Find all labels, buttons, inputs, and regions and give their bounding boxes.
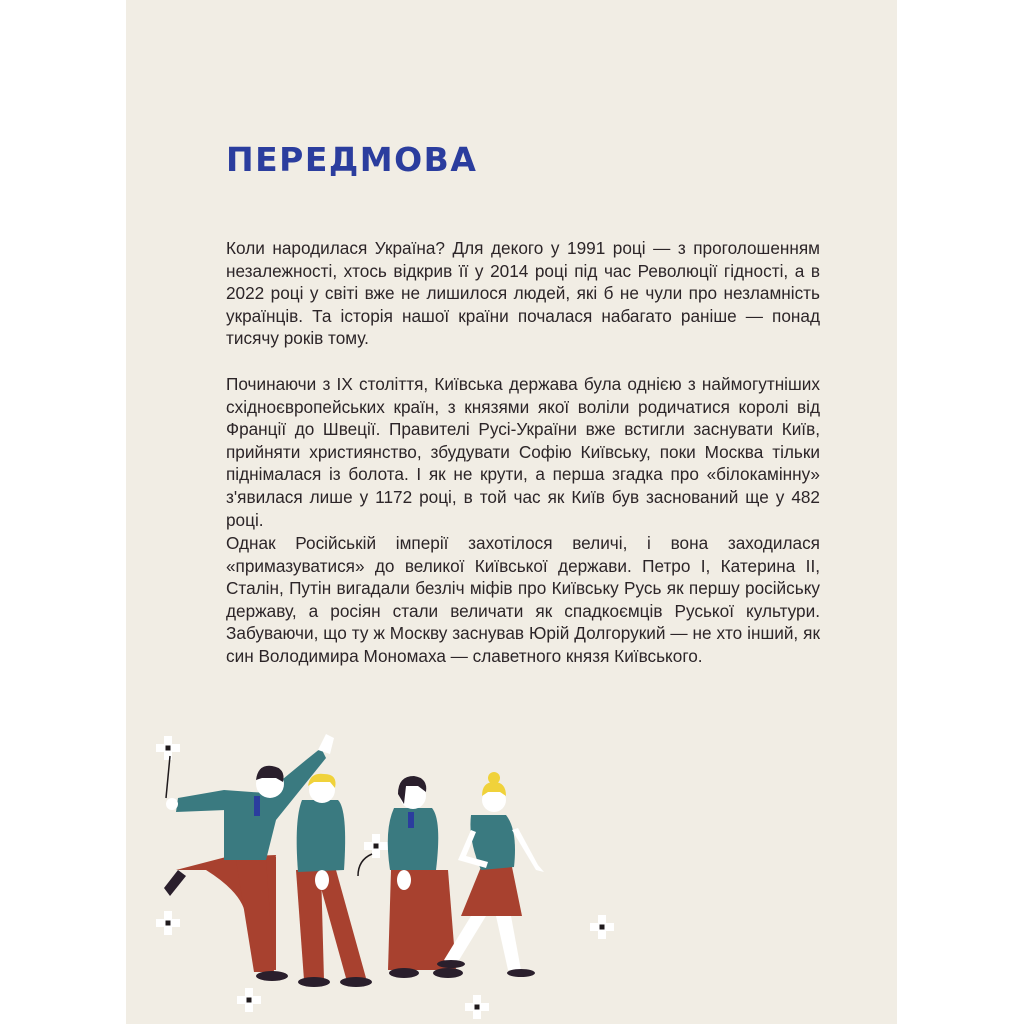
paragraph-2: Починаючи з IX століття, Київська держава була однією з наймогутніших східноєвропейських країн, з князями якої воліли родичатися королі від Франції до Швеції. Правителі Русі-України вже встигли заснувати Київ, прийняти християнство, збудувати Софію Київську, поки Москва тільки піднімалася із болота. І як не крути, а перша згадка про «білокамінну» з'явилася лише у 1172 році, в той час як Київ був заснований ще у 482 році. [226,374,820,530]
book-page [126,0,897,1024]
paragraph-3: Однак Російській імперії захотілося величі, і вона заходилася «примазуватися» до великої Київської держави. Петро І, Катерина ІІ, Сталін, Путін вигадали безліч міфів про Київську Русь як першу російську державу, а росіян стали величати як спадкоємців Руської культури. Забуваючи, що ту ж Москву заснував Юрій Долгорукий — не хто інший, як син Володимира Мономаха — славетного князя Київського. [226,533,820,666]
person-4 [437,772,544,977]
paragraph-1: Коли народилася Україна? Для декого у 1991 році — з проголошенням незалежності, хтось відкрив її у 2014 році під час Революції гідності, а в 2022 році у світі вже не лишилося людей, які б не чули про незламність українців. Та історія нашої країни почалася набагато раніше — понад тисячу років тому. [226,238,820,349]
people-illustration [126,720,897,1024]
person-2 [296,774,372,987]
page-title: ПЕРЕДМОВА [226,140,478,179]
